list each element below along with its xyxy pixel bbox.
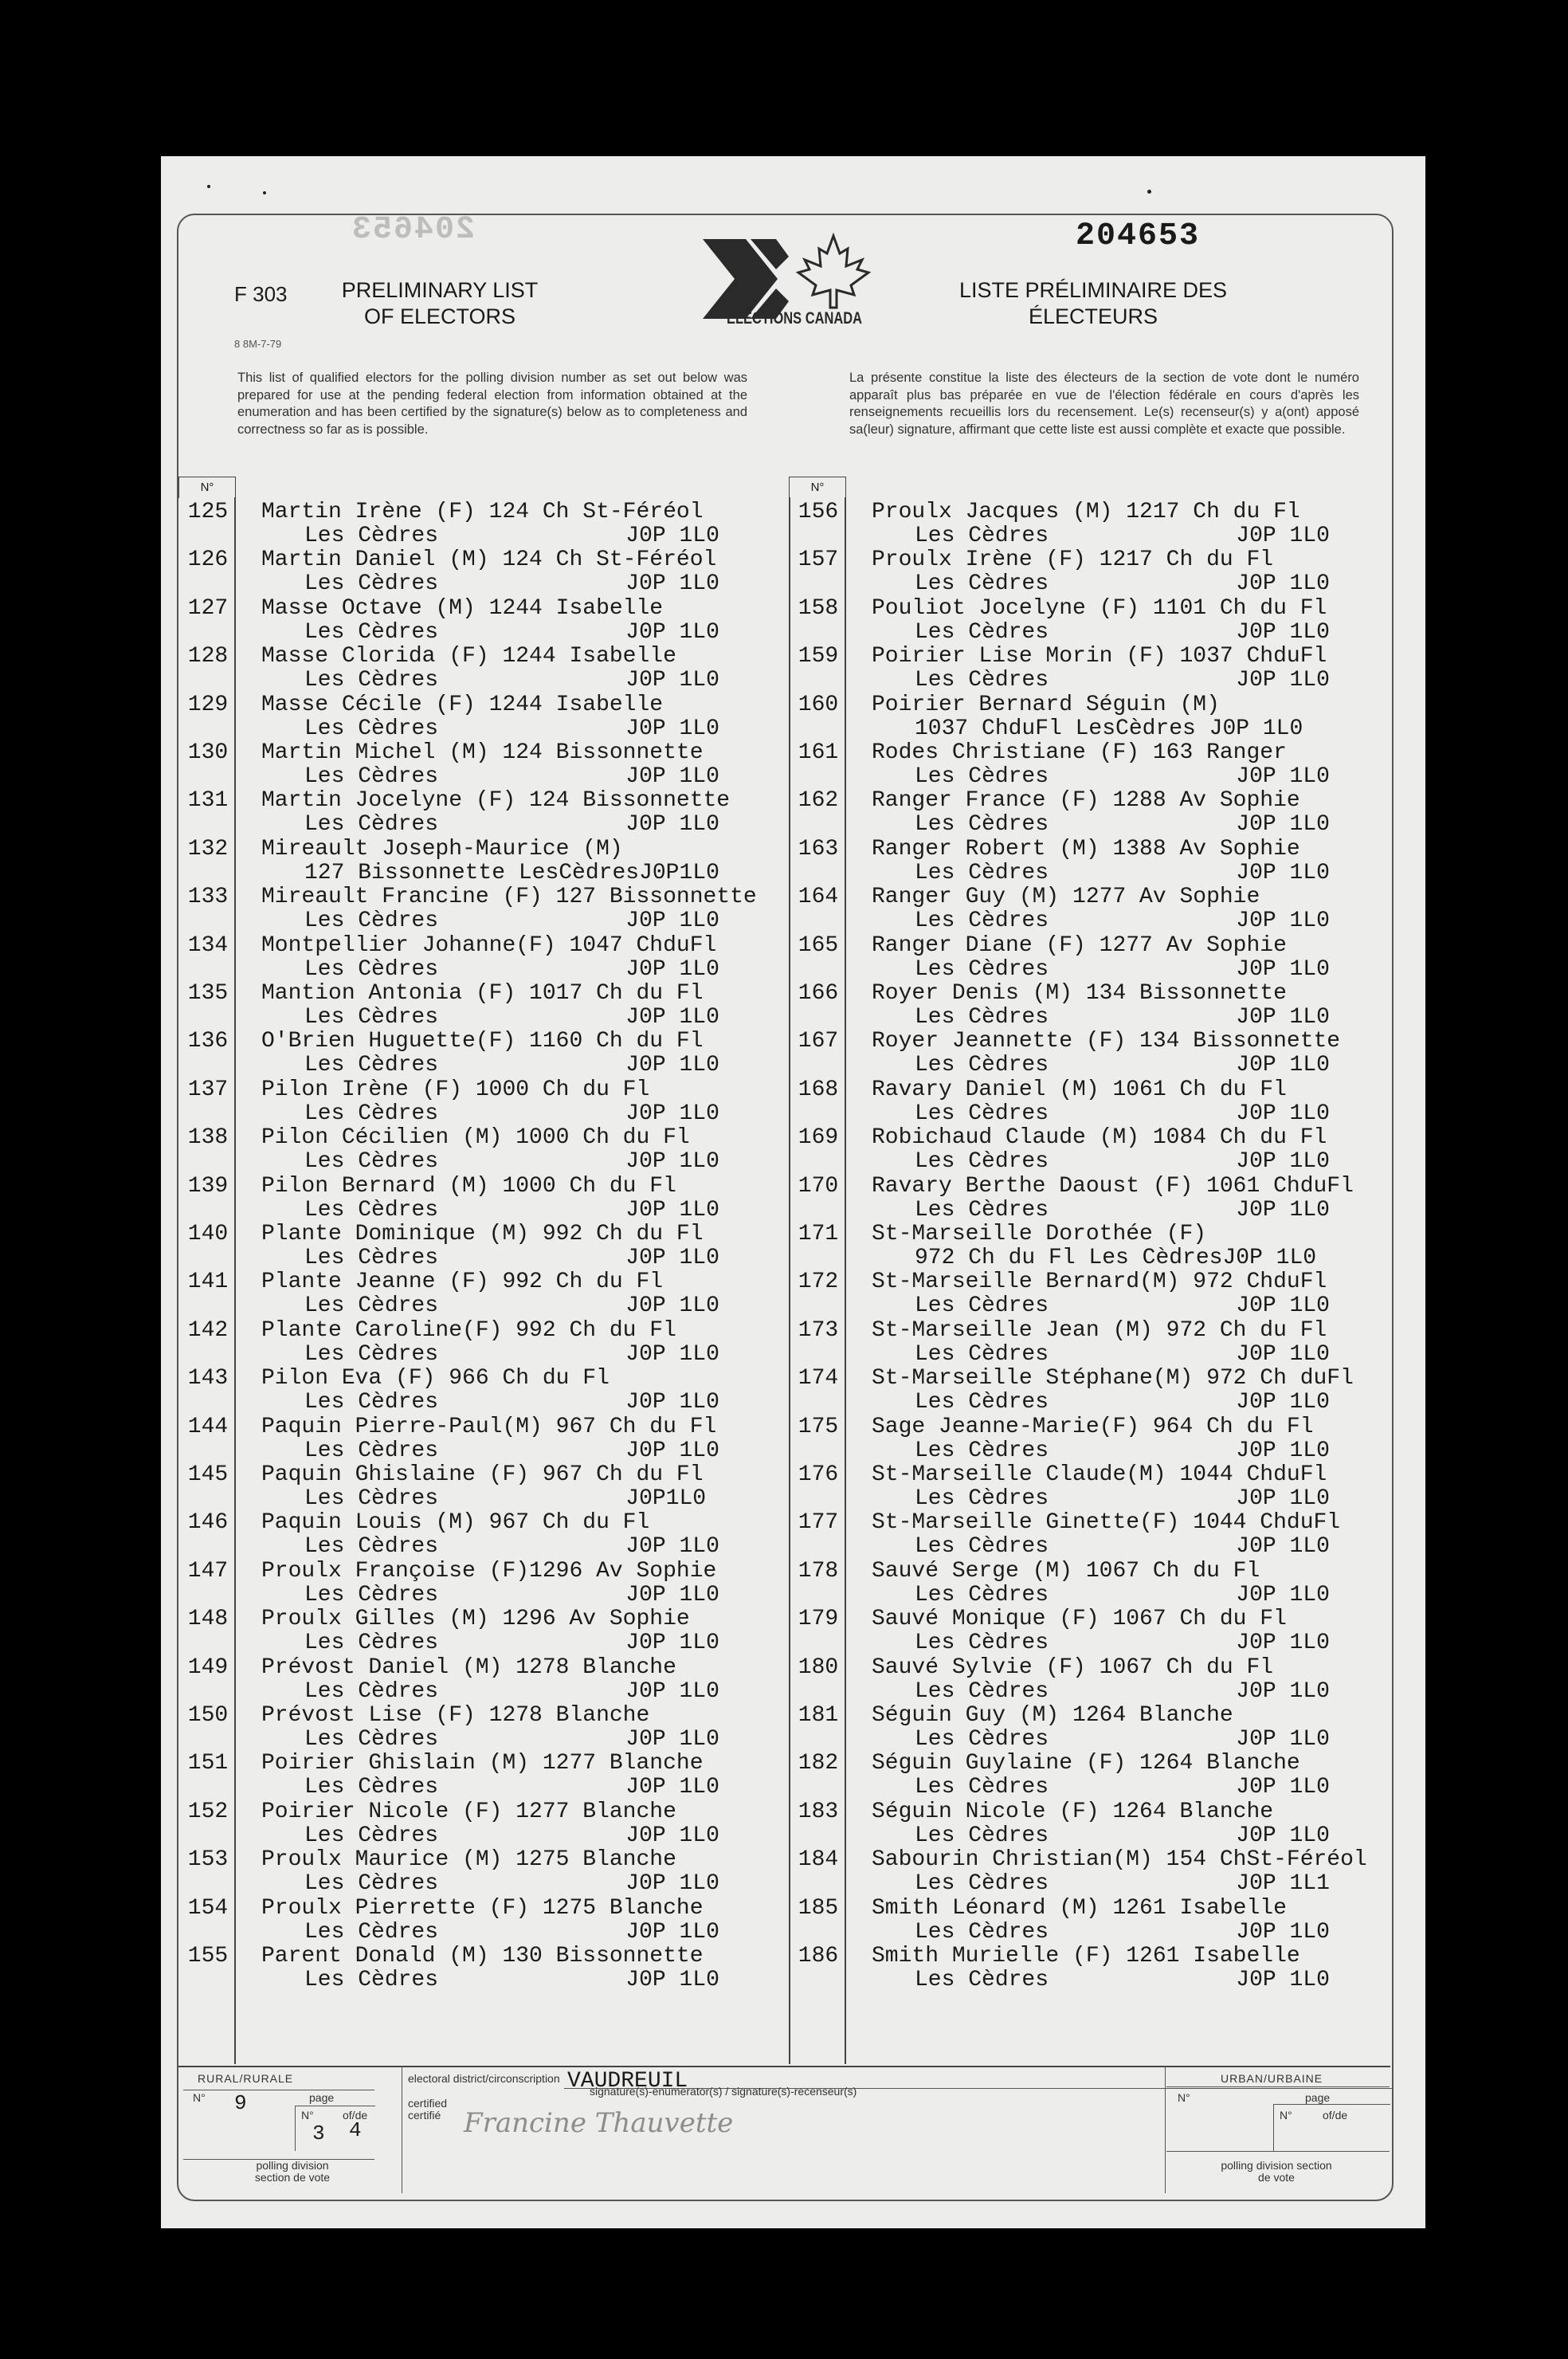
electoral-district-value: VAUDREUIL <box>567 2069 688 2094</box>
elector-number: 151 <box>187 1751 229 1776</box>
elector-name-address: Ranger Robert (M) 1388 Av Sophie <box>872 836 1300 862</box>
elector-number: 149 <box>187 1654 229 1680</box>
elector-name-address: Proulx Françoise (F)1296 Av Sophie <box>261 1558 717 1584</box>
elections-canada-logo <box>700 233 889 344</box>
elector-entry <box>794 1560 1343 1607</box>
elector-name-address: Plante Caroline(F) 992 Ch du Fl <box>261 1317 676 1343</box>
elector-name-address: St-Marseille Dorothée (F) <box>872 1222 1207 1246</box>
elector-name-address: St-Marseille Jean (M) 972 Ch du Fl <box>872 1317 1327 1343</box>
elector-entry <box>794 741 1343 789</box>
elector-name-address: Ravary Daniel (M) 1061 Ch du Fl <box>872 1077 1287 1102</box>
elector-entry <box>183 693 733 741</box>
elector-name-address: Martin Jocelyne (F) 124 Bissonnette <box>261 788 731 814</box>
elector-number: 152 <box>187 1799 229 1824</box>
elector-name-address: Proulx Jacques (M) 1217 Ch du Fl <box>872 500 1300 524</box>
elector-number: 129 <box>187 692 229 717</box>
elector-entry <box>183 789 733 837</box>
elector-entry <box>183 885 757 934</box>
elector-number: 131 <box>187 788 229 814</box>
elector-number: 179 <box>798 1607 839 1632</box>
elector-locality-postal: 127 Bissonnette LesCèdresJ0P1L0 <box>304 860 719 885</box>
elector-locality-postal: Les Cèdres J0P 1L0 <box>304 1101 719 1126</box>
elector-entry <box>794 1897 1343 1945</box>
signature-label: signature(s)-enumerator(s) / signature(s)-recenseur(s) <box>590 2085 857 2098</box>
elector-entry <box>794 548 1343 596</box>
elector-locality-postal: Les Cèdres J0P 1L0 <box>915 1486 1330 1511</box>
elector-entry <box>794 1656 1343 1704</box>
elector-locality-postal: Les Cèdres J0P 1L0 <box>915 1919 1330 1945</box>
elector-number: 157 <box>798 548 839 573</box>
elector-locality-postal: Les Cèdres J0P 1L0 <box>915 812 1330 838</box>
elector-number: 184 <box>798 1847 839 1873</box>
elector-entry <box>794 1270 1343 1318</box>
elector-locality-postal: Les Cèdres J0P 1L0 <box>915 571 1330 597</box>
elector-entry <box>183 1800 733 1848</box>
elector-locality-postal: Les Cèdres J0P 1L0 <box>304 1919 719 1945</box>
elector-entry <box>794 1078 1343 1126</box>
elector-name-address: Prévost Lise (F) 1278 Blanche <box>261 1703 650 1728</box>
elector-name-address: Masse Octave (M) 1244 Isabelle <box>261 595 664 621</box>
title-french: LISTE PRÉLIMINAIRE DES ÉLECTEURS <box>958 278 1228 328</box>
elector-locality-postal: Les Cèdres J0P 1L1 <box>915 1871 1330 1897</box>
elector-name-address: Sauvé Sylvie (F) 1067 Ch du Fl <box>872 1654 1274 1680</box>
elector-number: 160 <box>798 692 839 717</box>
enumerator-signature: Francine Thauvette <box>464 2107 734 2139</box>
elector-number: 146 <box>187 1510 229 1536</box>
elector-entry <box>794 1847 1367 1897</box>
elector-number: 126 <box>187 548 229 573</box>
elector-locality-postal: Les Cèdres J0P 1L0 <box>915 1293 1330 1319</box>
elector-locality-postal: Les Cèdres J0P 1L0 <box>304 1968 719 1992</box>
intro-text-french: La présente constitue la liste des électeurs de la section de vote dont le numéro apparaît plus bas préparée en vue de l'élection fédérale en cours d'après les renseignements recueillis lors du recensement. Le(s) recenseur(s) y a(ont) apposé sa(leur) signature, affirmant que cette liste est aussi complète et exacte que possible. <box>849 371 1359 437</box>
elector-name-address: Ranger France (F) 1288 Av Sophie <box>872 788 1300 814</box>
elector-entry <box>183 1560 733 1607</box>
elector-locality-postal: Les Cèdres J0P 1L0 <box>915 1534 1330 1560</box>
elector-entry <box>794 934 1343 982</box>
elector-entry <box>183 1897 733 1945</box>
elector-number: 162 <box>798 788 839 814</box>
rural-no-label: N° <box>193 2091 206 2104</box>
elector-locality-postal: Les Cèdres J0P 1L0 <box>304 1775 719 1800</box>
elector-number: 178 <box>798 1558 839 1584</box>
elector-locality-postal: Les Cèdres J0P 1L0 <box>915 668 1330 693</box>
elector-name-address: O'Brien Huguette(F) 1160 Ch du Fl <box>261 1029 704 1054</box>
elector-number: 186 <box>798 1944 839 1968</box>
elector-number: 135 <box>187 981 229 1006</box>
elector-number: 140 <box>187 1222 229 1246</box>
elector-name-address: Martin Irène (F) 124 Ch St-Féréol <box>261 500 704 524</box>
elector-locality-postal: Les Cèdres J0P 1L0 <box>915 909 1330 934</box>
rural-polling-division-label: polling division section de vote <box>254 2159 331 2184</box>
elector-name-address: Rodes Christiane (F) 163 Ranger <box>872 740 1287 765</box>
elector-name-address: Ravary Berthe Daoust (F) 1061 ChduFl <box>872 1173 1354 1199</box>
elector-locality-postal: Les Cèdres J0P 1L0 <box>915 1341 1330 1367</box>
elector-name-address: Mireault Francine (F) 127 Bissonnette <box>261 885 757 910</box>
elector-number: 145 <box>187 1462 229 1487</box>
elector-entry <box>183 1415 733 1463</box>
elector-number: 148 <box>187 1607 229 1632</box>
elector-name-address: Séguin Nicole (F) 1264 Blanche <box>872 1799 1274 1824</box>
elector-name-address: Masse Clorida (F) 1244 Isabelle <box>261 644 676 669</box>
elector-name-address: Proulx Gilles (M) 1296 Av Sophie <box>261 1607 690 1632</box>
elector-name-address: Pilon Bernard (M) 1000 Ch du Fl <box>261 1173 676 1199</box>
elector-entry <box>183 1848 733 1896</box>
elector-number: 156 <box>798 500 839 524</box>
footer-divider <box>178 2066 1390 2067</box>
elector-entry <box>183 1270 733 1318</box>
elector-locality-postal: Les Cèdres J0P 1L0 <box>304 1678 719 1704</box>
elector-number: 150 <box>187 1703 229 1728</box>
column-header-number-left: N° <box>178 477 236 498</box>
elector-locality-postal: Les Cèdres J0P 1L0 <box>304 1582 719 1607</box>
elector-number: 161 <box>798 740 839 765</box>
elector-number: 175 <box>798 1414 839 1439</box>
elector-number: 133 <box>187 885 229 910</box>
elector-locality-postal: Les Cèdres J0P 1L0 <box>915 1727 1330 1752</box>
elector-locality-postal: Les Cèdres J0P 1L0 <box>915 1968 1330 1992</box>
elector-name-address: Pilon Irène (F) 1000 Ch du Fl <box>261 1077 650 1102</box>
elector-entry <box>183 1367 733 1415</box>
elector-name-address: Martin Michel (M) 124 Bissonnette <box>261 740 704 765</box>
elector-entry <box>183 1175 733 1223</box>
elector-entry <box>794 838 1343 885</box>
elector-number: 166 <box>798 981 839 1006</box>
elector-entry <box>794 1415 1343 1463</box>
elector-number: 168 <box>798 1077 839 1102</box>
elector-number: 164 <box>798 885 839 910</box>
elector-locality-postal: Les Cèdres J0P 1L0 <box>915 1149 1330 1175</box>
elector-entry <box>183 1752 733 1800</box>
urban-page-no-label: N° <box>1280 2109 1292 2122</box>
elector-number: 127 <box>187 595 229 621</box>
rural-page-no-label: N° <box>301 2109 314 2122</box>
elector-name-address: St-Marseille Bernard(M) 972 ChduFl <box>872 1270 1327 1295</box>
elector-entry <box>183 548 733 596</box>
elector-entry <box>794 1223 1343 1270</box>
elector-entry <box>183 1704 733 1752</box>
elector-locality-postal: 972 Ch du Fl Les CèdresJ0P 1L0 <box>915 1246 1317 1270</box>
elector-entry <box>794 1173 1354 1223</box>
elector-number: 183 <box>798 1799 839 1824</box>
elector-locality-postal: Les Cèdres J0P 1L0 <box>915 1775 1330 1800</box>
elector-entry <box>183 1126 733 1174</box>
elector-name-address: Paquin Ghislaine (F) 967 Ch du Fl <box>261 1462 704 1487</box>
rural-page-of: 4 <box>349 2118 362 2142</box>
elector-name-address: St-Marseille Stéphane(M) 972 Ch duFl <box>872 1366 1354 1391</box>
elector-entry <box>794 1463 1343 1511</box>
elector-name-address: Proulx Pierrette (F) 1275 Blanche <box>261 1895 704 1921</box>
elector-name-address: Plante Dominique (M) 992 Ch du Fl <box>261 1222 704 1246</box>
elector-locality-postal: Les Cèdres J0P 1L0 <box>915 764 1330 789</box>
elector-locality-postal: Les Cèdres J0P 1L0 <box>915 956 1330 982</box>
urban-page-label: page <box>1305 2091 1331 2104</box>
elector-locality-postal: 1037 ChduFl LesCèdres J0P 1L0 <box>915 716 1303 741</box>
elector-name-address: Ranger Diane (F) 1277 Av Sophie <box>872 932 1287 958</box>
form-number: F 303 <box>234 282 288 306</box>
rural-page-label: page <box>309 2091 335 2104</box>
elector-locality-postal: Les Cèdres J0P 1L0 <box>304 909 719 934</box>
elector-number: 155 <box>187 1944 229 1968</box>
elector-name-address: Ranger Guy (M) 1277 Av Sophie <box>872 885 1260 910</box>
elector-entry <box>183 1511 733 1559</box>
rural-page-number: 3 <box>312 2122 325 2145</box>
elector-entry <box>794 1800 1343 1848</box>
elector-locality-postal: Les Cèdres J0P 1L0 <box>304 619 719 645</box>
elector-number: 182 <box>798 1751 839 1776</box>
elector-number: 173 <box>798 1317 839 1343</box>
elector-entry <box>183 1945 733 1992</box>
elector-number: 171 <box>798 1222 839 1246</box>
logo-text: ELECTIONS CANADA <box>727 309 862 328</box>
elector-locality-postal: Les Cèdres J0P 1L0 <box>304 668 719 693</box>
elector-entry <box>794 1752 1343 1800</box>
elector-entry <box>183 1030 733 1077</box>
elector-number: 169 <box>798 1125 839 1151</box>
elector-locality-postal: Les Cèdres J0P 1L0 <box>304 1197 719 1223</box>
elector-locality-postal: Les Cèdres J0P 1L0 <box>304 716 719 741</box>
elector-name-address: Mantion Antonia (F) 1017 Ch du Fl <box>261 981 704 1006</box>
elector-entry <box>794 1030 1343 1077</box>
elector-entry <box>183 838 733 885</box>
elector-name-address: Séguin Guylaine (F) 1264 Blanche <box>872 1751 1300 1776</box>
elector-number: 143 <box>187 1366 229 1391</box>
elector-entry <box>183 1463 733 1511</box>
elector-number: 141 <box>187 1270 229 1295</box>
elector-locality-postal: Les Cèdres J0P 1L0 <box>915 1438 1330 1463</box>
elector-name-address: Paquin Pierre-Paul(M) 967 Ch du Fl <box>261 1414 717 1439</box>
elector-number: 177 <box>798 1510 839 1536</box>
elector-number: 136 <box>187 1029 229 1054</box>
elector-number: 147 <box>187 1558 229 1584</box>
elector-number: 132 <box>187 836 229 862</box>
elector-name-address: Sabourin Christian(M) 154 ChSt-Féréol <box>872 1847 1367 1873</box>
elector-name-address: Pilon Cécilien (M) 1000 Ch du Fl <box>261 1125 690 1151</box>
elector-locality-postal: Les Cèdres J0P 1L0 <box>304 1871 719 1897</box>
elector-entry <box>183 500 733 548</box>
elector-name-address: Robichaud Claude (M) 1084 Ch du Fl <box>872 1125 1327 1151</box>
elector-locality-postal: Les Cèdres J0P 1L0 <box>915 1631 1330 1656</box>
elector-entry <box>794 597 1343 645</box>
elector-entry <box>794 885 1343 933</box>
urban-label: URBAN/URBAINE <box>1221 2072 1323 2085</box>
elector-name-address: Sage Jeanne-Marie(F) 964 Ch du Fl <box>872 1414 1314 1439</box>
elector-entry <box>794 1366 1354 1415</box>
elector-name-address: Poirier Nicole (F) 1277 Blanche <box>261 1799 676 1824</box>
elector-entry <box>794 1945 1343 1992</box>
elector-number: 165 <box>798 932 839 958</box>
intro-text-english: This list of qualified electors for the polling division number as set out below was prepared for use at the pending federal election from information obtained at the enumeration and has been certified by the signature(s) below as to completeness and correctness so far as is possible. <box>237 371 747 437</box>
elector-locality-postal: Les Cèdres J0P 1L0 <box>304 1005 719 1030</box>
elector-number: 163 <box>798 836 839 862</box>
paper-speck <box>207 185 210 188</box>
elector-name-address: Poirier Bernard Séguin (M) <box>872 692 1220 717</box>
elector-locality-postal: Les Cèdres J0P 1L0 <box>304 1631 719 1656</box>
elector-number: 174 <box>798 1366 839 1391</box>
elector-number: 159 <box>798 644 839 669</box>
title-english: PRELIMINARY LIST OF ELECTORS <box>341 278 539 328</box>
elector-entry <box>183 741 733 789</box>
elector-entry <box>183 1223 733 1270</box>
elector-number: 170 <box>798 1173 839 1199</box>
elector-name-address: Montpellier Johanne(F) 1047 ChduFl <box>261 932 717 958</box>
elector-locality-postal: Les Cèdres J0P 1L0 <box>915 1197 1330 1223</box>
elector-number: 128 <box>187 644 229 669</box>
elector-name-address: Paquin Louis (M) 967 Ch du Fl <box>261 1510 650 1536</box>
elector-entry <box>794 1126 1343 1174</box>
elector-locality-postal: Les Cèdres J0P 1L0 <box>304 1293 719 1319</box>
elector-number: 125 <box>187 500 229 524</box>
elector-locality-postal: Les Cèdres J0P 1L0 <box>304 1534 719 1560</box>
elector-locality-postal: Les Cèdres J0P1L0 <box>304 1486 707 1511</box>
elector-name-address: Smith Léonard (M) 1261 Isabelle <box>872 1895 1287 1921</box>
elector-name-address: Royer Jeannette (F) 134 Bissonnette <box>872 1029 1341 1054</box>
elector-entry <box>794 789 1343 837</box>
elector-locality-postal: Les Cèdres J0P 1L0 <box>915 619 1330 645</box>
rural-page-of-label: of/de <box>343 2109 368 2122</box>
elector-number: 154 <box>187 1895 229 1921</box>
serial-number: 204653 <box>1076 218 1201 254</box>
elector-entry <box>794 982 1343 1030</box>
divider-middle <box>789 497 790 2064</box>
elector-locality-postal: Les Cèdres J0P 1L0 <box>915 1005 1330 1030</box>
elector-number: 138 <box>187 1125 229 1151</box>
elector-name-address: Sauvé Monique (F) 1067 Ch du Fl <box>872 1607 1287 1632</box>
elector-name-address: Mireault Joseph-Maurice (M) <box>261 836 623 862</box>
elector-entry <box>183 1607 733 1655</box>
elector-entry <box>183 645 733 693</box>
electoral-district-label: electoral district/circonscription <box>408 2072 560 2085</box>
elector-locality-postal: Les Cèdres J0P 1L0 <box>304 1053 719 1078</box>
elector-locality-postal: Les Cèdres J0P 1L0 <box>304 1246 719 1270</box>
elector-name-address: Parent Donald (M) 130 Bissonnette <box>261 1944 704 1968</box>
elector-locality-postal: Les Cèdres J0P 1L0 <box>915 524 1330 548</box>
elector-name-address: Poirier Ghislain (M) 1277 Blanche <box>261 1751 704 1776</box>
elector-number: 181 <box>798 1703 839 1728</box>
elector-name-address: Smith Murielle (F) 1261 Isabelle <box>872 1944 1300 1968</box>
form-date-code: 8 8M-7-79 <box>234 338 282 350</box>
elector-locality-postal: Les Cèdres J0P 1L0 <box>304 1823 719 1848</box>
elector-entry <box>794 1319 1343 1367</box>
elector-name-address: Proulx Irène (F) 1217 Ch du Fl <box>872 548 1274 573</box>
elector-name-address: Sauvé Serge (M) 1067 Ch du Fl <box>872 1558 1260 1584</box>
elector-entry <box>183 597 733 645</box>
elector-number: 172 <box>798 1270 839 1295</box>
elector-locality-postal: Les Cèdres J0P 1L0 <box>304 812 719 838</box>
elector-entry <box>794 1704 1343 1752</box>
footer-divider-right <box>1165 2066 1166 2193</box>
elector-locality-postal: Les Cèdres J0P 1L0 <box>915 1678 1330 1704</box>
elector-name-address: Martin Daniel (M) 124 Ch St-Féréol <box>261 548 717 573</box>
elector-name-address: St-Marseille Claude(M) 1044 ChduFl <box>872 1462 1327 1487</box>
elector-locality-postal: Les Cèdres J0P 1L0 <box>304 764 719 789</box>
elector-entry <box>794 645 1343 693</box>
form-sheet <box>161 156 1425 2228</box>
elector-number: 167 <box>798 1029 839 1054</box>
elector-entry <box>183 1656 733 1704</box>
elector-name-address: Plante Jeanne (F) 992 Ch du Fl <box>261 1270 664 1295</box>
elector-number: 137 <box>187 1077 229 1102</box>
elector-number: 176 <box>798 1462 839 1487</box>
elector-name-address: Prévost Daniel (M) 1278 Blanche <box>261 1654 676 1680</box>
elector-locality-postal: Les Cèdres J0P 1L0 <box>915 1053 1330 1078</box>
elector-name-address: Masse Cécile (F) 1244 Isabelle <box>261 692 664 717</box>
elector-number: 158 <box>798 595 839 621</box>
elector-entry <box>183 934 733 982</box>
elector-entry <box>794 500 1343 548</box>
elector-locality-postal: Les Cèdres J0P 1L0 <box>304 1341 719 1367</box>
elector-locality-postal: Les Cèdres J0P 1L0 <box>915 1823 1330 1848</box>
elector-entry <box>183 1319 733 1367</box>
elector-number: 144 <box>187 1414 229 1439</box>
elector-number: 153 <box>187 1847 229 1873</box>
elector-number: 139 <box>187 1173 229 1199</box>
elector-name-address: St-Marseille Ginette(F) 1044 ChduFl <box>872 1510 1341 1536</box>
serial-number-bleedthrough: 204653 <box>351 212 476 248</box>
elector-locality-postal: Les Cèdres J0P 1L0 <box>304 571 719 597</box>
elector-entry <box>183 982 733 1030</box>
urban-page-of-label: of/de <box>1323 2109 1348 2122</box>
elector-locality-postal: Les Cèdres J0P 1L0 <box>304 1390 719 1415</box>
elector-name-address: Royer Denis (M) 134 Bissonnette <box>872 981 1287 1006</box>
elector-name-address: Proulx Maurice (M) 1275 Blanche <box>261 1847 676 1873</box>
elector-locality-postal: Les Cèdres J0P 1L0 <box>304 1149 719 1175</box>
maple-leaf-icon <box>798 236 868 308</box>
elector-locality-postal: Les Cèdres J0P 1L0 <box>915 860 1330 885</box>
elector-locality-postal: Les Cèdres J0P 1L0 <box>304 956 719 982</box>
elector-number: 130 <box>187 740 229 765</box>
elector-name-address: Séguin Guy (M) 1264 Blanche <box>872 1703 1233 1728</box>
elector-number: 180 <box>798 1654 839 1680</box>
elector-name-address: Pouliot Jocelyne (F) 1101 Ch du Fl <box>872 595 1327 621</box>
elector-locality-postal: Les Cèdres J0P 1L0 <box>915 1101 1330 1126</box>
elector-entry <box>794 1511 1343 1559</box>
elector-name-address: Poirier Lise Morin (F) 1037 ChduFl <box>872 644 1327 669</box>
elector-locality-postal: Les Cèdres J0P 1L0 <box>915 1390 1330 1415</box>
urban-no-label: N° <box>1178 2091 1190 2104</box>
elector-entry <box>794 693 1343 741</box>
elector-locality-postal: Les Cèdres J0P 1L0 <box>304 524 719 548</box>
elector-entry <box>183 1078 733 1126</box>
rural-polling-number: 9 <box>234 2091 247 2115</box>
rural-label: RURAL/RURALE <box>198 2072 294 2085</box>
elector-name-address: Pilon Eva (F) 966 Ch du Fl <box>261 1366 610 1391</box>
certified-label: certified certifié <box>408 2097 448 2122</box>
urban-polling-division-label: polling division section de vote <box>1221 2159 1332 2184</box>
paper-speck <box>263 191 266 194</box>
column-header-number-right: N° <box>789 477 846 498</box>
elector-number: 185 <box>798 1895 839 1921</box>
elector-number: 142 <box>187 1317 229 1343</box>
paper-speck <box>1147 190 1151 194</box>
elector-number: 134 <box>187 932 229 958</box>
elector-locality-postal: Les Cèdres J0P 1L0 <box>915 1582 1330 1607</box>
elector-entry <box>794 1607 1343 1655</box>
elector-locality-postal: Les Cèdres J0P 1L0 <box>304 1727 719 1752</box>
elector-locality-postal: Les Cèdres J0P 1L0 <box>304 1438 719 1463</box>
